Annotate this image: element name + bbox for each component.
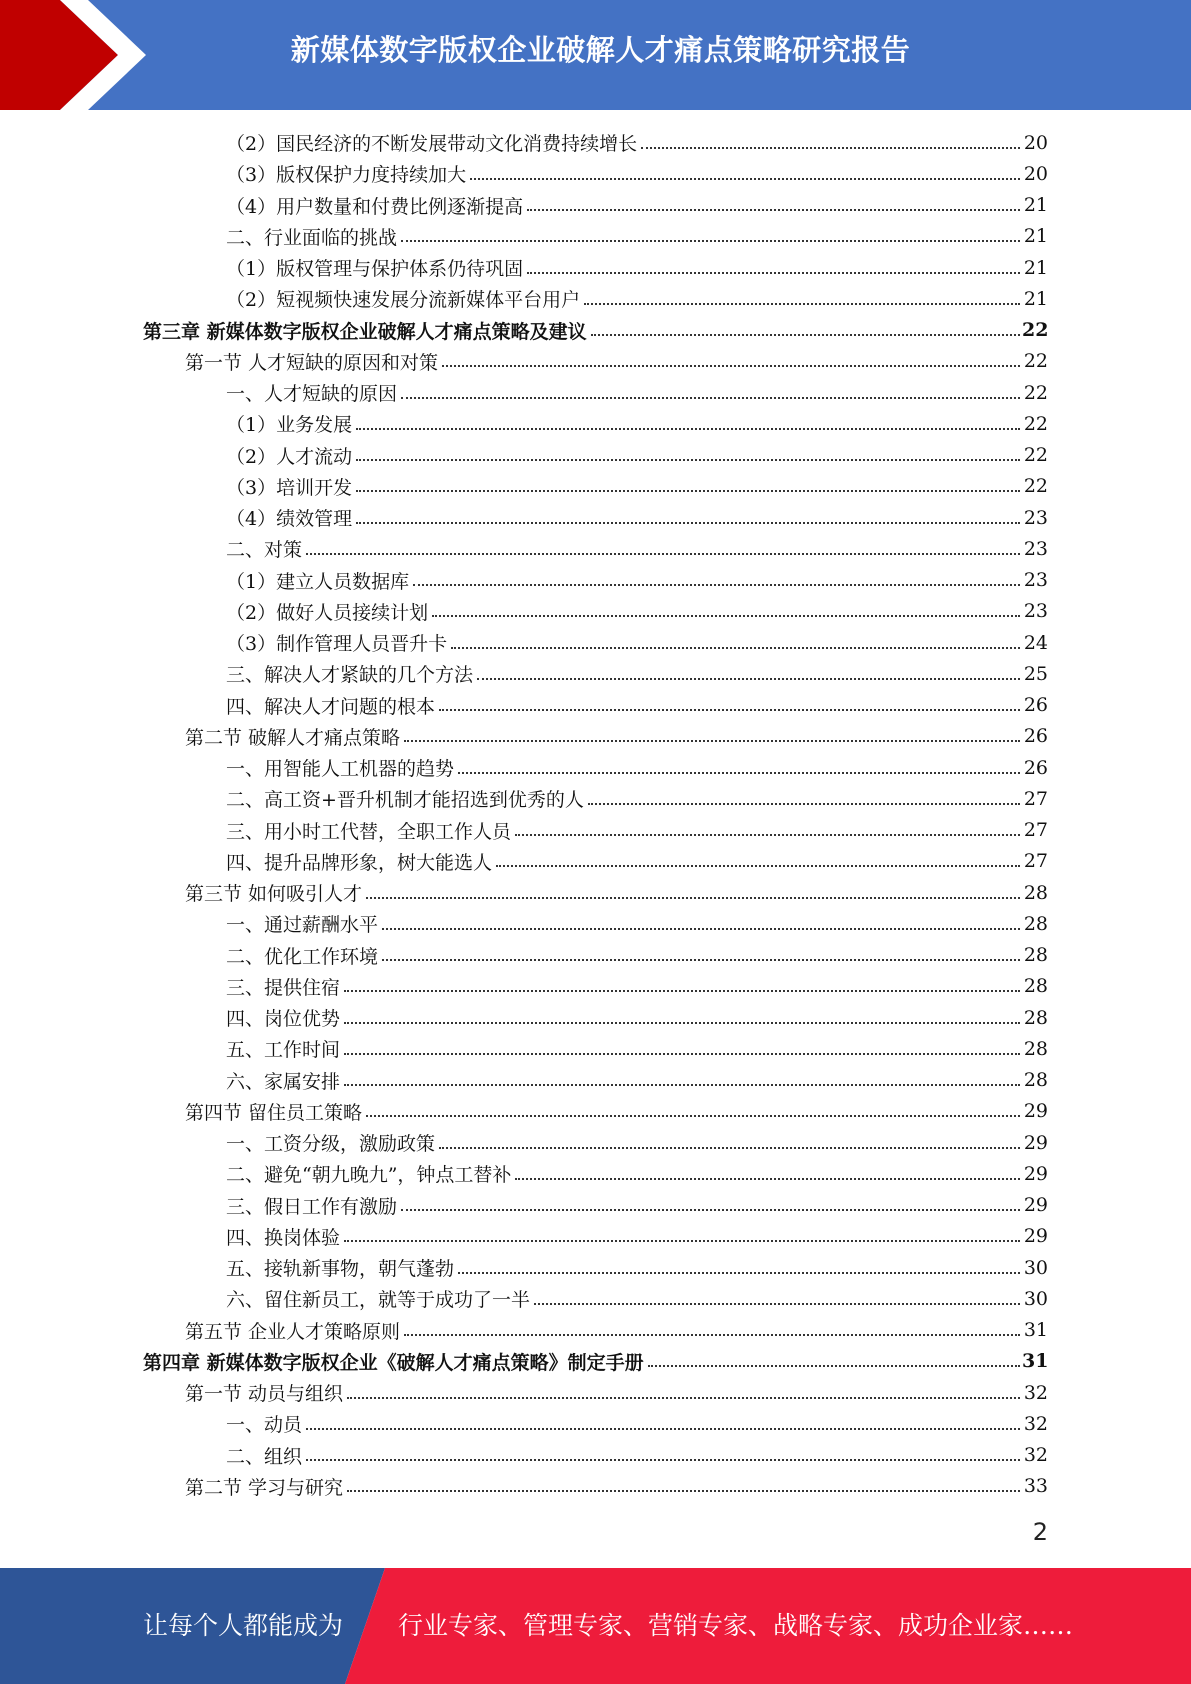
toc-entry[interactable] — [0, 690, 1191, 721]
toc-entry-page: 27 — [1023, 787, 1048, 810]
toc-entry[interactable] — [0, 627, 1191, 658]
toc-entry-title: 四、换岗体验 — [226, 1226, 341, 1249]
toc-dot-leader — [344, 1240, 1020, 1242]
toc-entry-title: 四、解决人才问题的根本 — [226, 695, 436, 718]
toc-dot-leader — [404, 740, 1020, 742]
toc-entry[interactable] — [0, 1440, 1191, 1471]
toc-entry-title: 四、岗位优势 — [226, 1008, 341, 1031]
toc-entry[interactable] — [0, 971, 1191, 1002]
toc-entry-page: 23 — [1023, 506, 1048, 529]
toc-dot-leader — [527, 272, 1020, 274]
header-arrow-decoration — [0, 0, 160, 110]
toc-dot-leader — [382, 928, 1020, 930]
toc-dot-leader — [382, 959, 1020, 961]
toc-entry[interactable] — [0, 1158, 1191, 1189]
toc-entry-title: （1）业务发展 — [226, 414, 353, 437]
toc-dot-leader — [401, 397, 1020, 399]
toc-entry-page: 29 — [1023, 1225, 1048, 1248]
toc-entry-page: 21 — [1023, 287, 1048, 310]
toc-dot-leader — [344, 1053, 1020, 1055]
toc-entry[interactable] — [0, 1346, 1191, 1377]
toc-entry-page: 28 — [1023, 881, 1048, 904]
toc-entry[interactable] — [0, 377, 1191, 408]
toc-entry-title: 二、优化工作环境 — [226, 945, 379, 968]
toc-entry-page: 28 — [1023, 975, 1048, 998]
toc-entry-page: 21 — [1023, 194, 1048, 217]
toc-entry-page: 21 — [1023, 225, 1048, 248]
toc-dot-leader — [496, 865, 1020, 867]
toc-entry[interactable] — [0, 1065, 1191, 1096]
toc-entry-page: 22 — [1023, 350, 1048, 373]
toc-dot-leader — [356, 459, 1020, 461]
toc-entry-page: 25 — [1023, 662, 1048, 685]
toc-entry-page: 30 — [1023, 1256, 1048, 1279]
toc-dot-leader — [458, 1272, 1020, 1274]
toc-dot-leader — [477, 678, 1020, 680]
toc-entry-page: 32 — [1023, 1444, 1048, 1467]
toc-entry-title: （1）建立人员数据库 — [226, 570, 410, 593]
toc-entry-title: 三、用小时工代替，全职工作人员 — [226, 820, 512, 843]
toc-entry-title: 二、避免“朝九晚九”，钟点工替补 — [226, 1164, 512, 1187]
toc-entry-title: 一、工资分级，激励政策 — [226, 1133, 436, 1156]
toc-entry[interactable] — [0, 596, 1191, 627]
toc-entry-page: 20 — [1023, 131, 1048, 154]
toc-entry-page: 28 — [1023, 912, 1048, 935]
toc-dot-leader — [347, 1397, 1020, 1399]
toc-entry-page: 28 — [1023, 1037, 1048, 1060]
toc-entry-page: 29 — [1023, 1194, 1048, 1217]
toc-entry-title: （1）版权管理与保护体系仍待巩固 — [226, 258, 524, 281]
toc-dot-leader — [534, 1303, 1020, 1305]
toc-entry[interactable] — [0, 533, 1191, 564]
toc-entry-page: 23 — [1023, 537, 1048, 560]
toc-entry-title: 三、提供住宿 — [226, 976, 341, 999]
toc-entry[interactable] — [0, 1096, 1191, 1127]
toc-dot-leader — [306, 1459, 1020, 1461]
toc-entry-title: 五、工作时间 — [226, 1039, 341, 1062]
toc-entry[interactable] — [0, 221, 1191, 252]
toc-dot-leader — [401, 1209, 1020, 1211]
toc-dot-leader — [584, 303, 1020, 305]
toc-entry-title: （3）版权保护力度持续加大 — [226, 164, 467, 187]
toc-entry[interactable] — [0, 252, 1191, 283]
toc-dot-leader — [344, 1022, 1020, 1024]
toc-entry[interactable] — [0, 1033, 1191, 1064]
toc-dot-leader — [641, 147, 1020, 149]
toc-entry-title: 一、人才短缺的原因 — [226, 383, 398, 406]
toc-dot-leader — [470, 178, 1020, 180]
toc-entry-title: 六、留住新员工，就等于成功了一半 — [226, 1289, 531, 1312]
toc-entry[interactable] — [0, 815, 1191, 846]
toc-entry-title: 第三节 如何吸引人才 — [185, 883, 363, 906]
toc-dot-leader — [347, 1490, 1020, 1492]
toc-dot-leader — [515, 1178, 1020, 1180]
toc-dot-leader — [413, 584, 1020, 586]
toc-entry-title: 二、行业面临的挑战 — [226, 226, 398, 249]
toc-entry-page: 22 — [1022, 319, 1049, 342]
toc-entry[interactable] — [0, 502, 1191, 533]
toc-dot-leader — [439, 1147, 1020, 1149]
toc-entry-page: 21 — [1023, 256, 1048, 279]
toc-entry-page: 28 — [1023, 944, 1048, 967]
toc-entry-page: 26 — [1023, 694, 1048, 717]
toc-entry-page: 22 — [1023, 412, 1048, 435]
table-of-contents — [0, 127, 1191, 1502]
toc-entry-page: 29 — [1023, 1131, 1048, 1154]
toc-entry-page: 22 — [1023, 444, 1048, 467]
toc-entry-page: 27 — [1023, 850, 1048, 873]
toc-entry-title: （2）国民经济的不断发展带动文化消费持续增长 — [226, 133, 638, 156]
toc-entry-title: 第一节 动员与组织 — [185, 1383, 344, 1406]
toc-entry[interactable] — [0, 752, 1191, 783]
toc-dot-leader — [591, 334, 1020, 336]
toc-dot-leader — [366, 1115, 1020, 1117]
toc-entry[interactable] — [0, 565, 1191, 596]
toc-dot-leader — [356, 522, 1020, 524]
toc-entry[interactable] — [0, 1252, 1191, 1283]
toc-dot-leader — [451, 647, 1020, 649]
document-title: 新媒体数字版权企业破解人才痛点策略研究报告 — [290, 33, 911, 67]
toc-entry-page: 26 — [1023, 756, 1048, 779]
toc-entry-page: 32 — [1023, 1412, 1048, 1435]
toc-entry[interactable] — [0, 1002, 1191, 1033]
toc-entry[interactable] — [0, 471, 1191, 502]
toc-dot-leader — [432, 615, 1020, 617]
toc-entry[interactable] — [0, 127, 1191, 158]
toc-dot-leader — [401, 240, 1020, 242]
toc-dot-leader — [458, 772, 1020, 774]
toc-dot-leader — [527, 209, 1020, 211]
footer-slogan-right: 行业专家、管理专家、营销专家、战略专家、成功企业家…… — [398, 1611, 1074, 1640]
toc-entry-page: 28 — [1023, 1069, 1048, 1092]
toc-entry[interactable] — [0, 346, 1191, 377]
toc-entry-page: 23 — [1023, 569, 1048, 592]
toc-entry[interactable] — [0, 440, 1191, 471]
page-header — [0, 0, 1191, 110]
toc-dot-leader — [356, 490, 1020, 492]
toc-entry[interactable] — [0, 783, 1191, 814]
footer-slogan-left: 让每个人都能成为 — [143, 1611, 344, 1640]
toc-entry[interactable] — [0, 158, 1191, 189]
toc-entry-title: 五、接轨新事物，朝气蓬勃 — [226, 1258, 455, 1281]
toc-entry[interactable] — [0, 877, 1191, 908]
toc-dot-leader — [515, 834, 1020, 836]
toc-entry-title: 四、提升品牌形象，树大能选人 — [226, 851, 493, 874]
toc-dot-leader — [356, 428, 1020, 430]
toc-entry-page: 22 — [1023, 381, 1048, 404]
toc-entry-title: 第一节 人才短缺的原因和对策 — [185, 351, 439, 374]
toc-entry-page: 27 — [1023, 819, 1048, 842]
toc-entry-title: 三、假日工作有激励 — [226, 1195, 398, 1218]
toc-entry-page: 29 — [1023, 1100, 1048, 1123]
toc-dot-leader — [404, 1334, 1020, 1336]
toc-entry[interactable] — [0, 1471, 1191, 1502]
toc-entry[interactable] — [0, 315, 1191, 346]
toc-entry-page: 28 — [1023, 1006, 1048, 1029]
toc-entry-title: 一、用智能人工机器的趋势 — [226, 758, 455, 781]
toc-dot-leader — [366, 897, 1020, 899]
toc-entry-page: 20 — [1023, 162, 1048, 185]
toc-entry-page: 22 — [1023, 475, 1048, 498]
toc-entry[interactable] — [0, 408, 1191, 439]
toc-entry-title: 第二节 学习与研究 — [185, 1476, 344, 1499]
toc-entry-page: 26 — [1023, 725, 1048, 748]
toc-entry-title: 第三章 新媒体数字版权企业破解人才痛点策略及建议 — [143, 320, 587, 343]
toc-entry-title: 二、组织 — [226, 1445, 303, 1468]
toc-entry-title: 第二节 破解人才痛点策略 — [185, 726, 401, 749]
toc-dot-leader — [648, 1365, 1020, 1367]
toc-entry[interactable] — [0, 1315, 1191, 1346]
toc-entry[interactable] — [0, 940, 1191, 971]
toc-entry[interactable] — [0, 846, 1191, 877]
toc-entry-title: 二、对策 — [226, 539, 303, 562]
toc-dot-leader — [344, 990, 1020, 992]
toc-entry[interactable] — [0, 1377, 1191, 1408]
toc-entry[interactable] — [0, 1127, 1191, 1158]
toc-entry[interactable] — [0, 1221, 1191, 1252]
toc-entry-title: （3）培训开发 — [226, 476, 353, 499]
toc-dot-leader — [306, 553, 1020, 555]
toc-entry-title: （4）用户数量和付费比例逐渐提高 — [226, 195, 524, 218]
page-number: 2 — [1032, 1518, 1048, 1546]
toc-entry-page: 31 — [1022, 1350, 1049, 1373]
toc-entry[interactable] — [0, 1190, 1191, 1221]
toc-entry-page: 23 — [1023, 600, 1048, 623]
toc-dot-leader — [439, 709, 1020, 711]
toc-entry-title: 二、高工资+晋升机制才能招选到优秀的人 — [226, 789, 584, 812]
toc-entry-title: 一、动员 — [226, 1414, 303, 1437]
toc-dot-leader — [344, 1084, 1020, 1086]
toc-entry-title: 一、通过薪酬水平 — [226, 914, 379, 937]
toc-entry-title: 三、解决人才紧缺的几个方法 — [226, 664, 474, 687]
toc-entry-page: 24 — [1023, 631, 1048, 654]
toc-entry[interactable] — [0, 190, 1191, 221]
toc-entry-title: 第四章 新媒体数字版权企业《破解人才痛点策略》制定手册 — [143, 1351, 644, 1374]
toc-entry[interactable] — [0, 721, 1191, 752]
toc-entry-page: 29 — [1023, 1162, 1048, 1185]
toc-entry-page: 31 — [1023, 1319, 1048, 1342]
toc-entry[interactable] — [0, 1283, 1191, 1314]
toc-entry[interactable] — [0, 1408, 1191, 1439]
toc-entry-title: （4）绩效管理 — [226, 508, 353, 531]
toc-entry-title: （3）制作管理人员晋升卡 — [226, 633, 448, 656]
toc-entry-title: 六、家属安排 — [226, 1070, 341, 1093]
toc-entry-title: 第四节 留住员工策略 — [185, 1101, 363, 1124]
toc-entry-title: 第五节 企业人才策略原则 — [185, 1320, 401, 1343]
toc-dot-leader — [306, 1428, 1020, 1430]
toc-entry-title: （2）人才流动 — [226, 445, 353, 468]
toc-entry-page: 32 — [1023, 1381, 1048, 1404]
toc-dot-leader — [588, 803, 1020, 805]
toc-entry[interactable] — [0, 658, 1191, 689]
toc-entry-title: （2）做好人员接续计划 — [226, 601, 429, 624]
toc-entry-title: （2）短视频快速发展分流新媒体平台用户 — [226, 289, 581, 312]
toc-entry[interactable] — [0, 283, 1191, 314]
toc-entry[interactable] — [0, 908, 1191, 939]
toc-dot-leader — [442, 365, 1020, 367]
toc-entry-page: 33 — [1023, 1475, 1048, 1498]
page-footer — [0, 1568, 1191, 1684]
toc-entry-page: 30 — [1023, 1287, 1048, 1310]
